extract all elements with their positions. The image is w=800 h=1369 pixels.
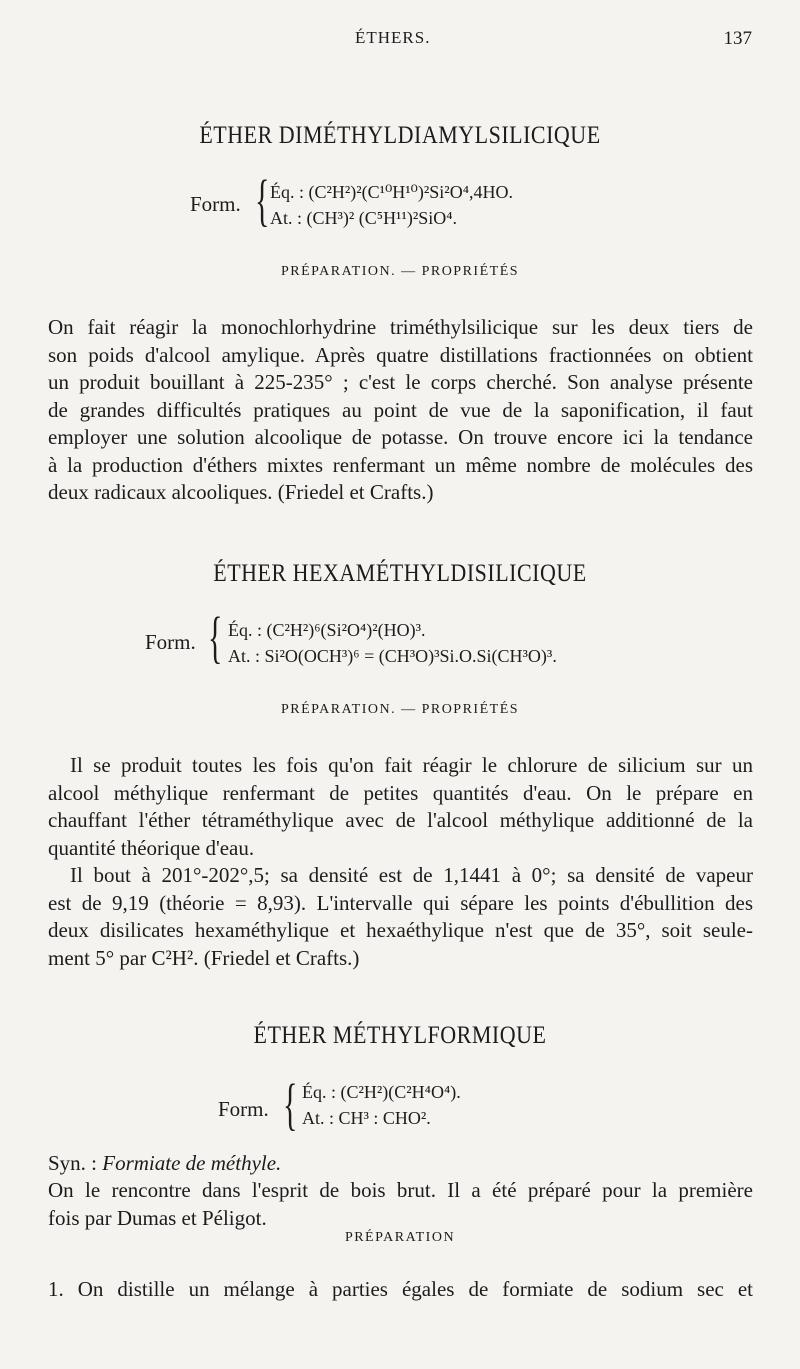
synonym [48,1150,753,1178]
running-title: ÉTHERS. [355,28,431,47]
synonym-line [48,1150,753,1178]
section-body [48,752,753,972]
body-line: 1. On distille un mélange à parties égales de formiate de sodium sec et [48,1277,753,1301]
body-line: de grandes difficultés pratiques au point de vue de la saponification, il faut [48,397,753,422]
body-line: quantité théorique d'eau. [48,835,255,860]
form-label: Form. [190,192,241,216]
formula-at: At. : Si²O(OCH³)⁶ = (CH³O)³Si.O.Si(CH³O)³. [228,646,557,666]
section-title: ÉTHER MÉTHYLFORMIQUE [253,1020,547,1049]
body-line: On fait réagir la monochlorhydrine triméthylsilicique sur les deux tiers de [48,315,753,339]
brace-icon: { [255,170,270,233]
body-line: alcool méthylique renfermant de petites quantités d'eau. On le prépare en [48,780,753,805]
synonym-label: Syn. : [48,1151,98,1175]
body-line: fois par Dumas et Péligot. [48,1205,267,1230]
body-line: deux disilicates hexaméthylique et hexaéthylique n'est que de 35°, soit seule- [48,918,753,942]
body-line: On le rencontre dans l'esprit de bois brut. Il a été préparé pour la première [48,1178,753,1202]
body-line: un produit bouillant à 225-235° ; c'est le corps cherché. Son analyse présente [48,370,753,394]
body-line: Il se produit toutes les fois qu'on fait réagir le chlorure de silicium sur un [70,753,753,777]
form-label: Form. [145,630,196,654]
body-line: Il bout à 201°-202°,5; sa densité est de 1,1441 à 0°; sa densité de vapeur [70,863,753,887]
body-line: son poids d'alcool amylique. Après quatre distillations fractionnées on obtient [48,342,753,367]
formula-eq: Éq. : (C²H²)⁶(Si²O⁴)²(HO)³. [228,620,426,640]
section-subhead: PRÉPARATION [344,1230,456,1245]
section-subhead: PRÉPARATION. — PROPRIÉTÉS [280,702,520,717]
formula-eq: Éq. : (C²H²)(C²H⁴O⁴). [302,1082,461,1102]
formula-at: At. : (CH³)² (C⁵H¹¹)²SiO⁴. [270,208,458,228]
section-body [48,314,753,507]
section-subhead: PRÉPARATION. — PROPRIÉTÉS [280,264,520,279]
formula-at: At. : CH³ : CHO². [302,1108,431,1128]
body-line: est de 9,19 (théorie = 8,93). L'intervalle qui sépare les points d'ébullition des [48,890,753,915]
running-head [0,28,800,52]
form-label: Form. [218,1097,269,1121]
body-line: employer une solution alcoolique de potasse. On trouve encore ici la tendance [48,425,753,449]
body-line: deux radicaux alcooliques. (Friedel et Crafts.) [48,480,434,504]
page-number: 137 [723,28,752,49]
formula-eq: Éq. : (C²H²)²(C¹⁰H¹⁰)²Si²O⁴,4HO. [270,182,513,202]
section-title: ÉTHER DIMÉTHYLDIAMYLSILICIQUE [199,120,601,149]
brace-icon: { [208,607,223,670]
brace-icon: { [283,1074,298,1137]
section-body [48,1177,753,1232]
body-line: ment 5° par C²H². (Friedel et Crafts.) [48,945,360,970]
body-line: chauffant l'éther tétraméthylique avec de l'alcool méthylique additionné de la [48,808,753,832]
synonym-value: Formiate de méthyle. [102,1151,282,1175]
body-line: à la production d'éthers mixtes renfermant un même nombre de molécules des [48,452,753,477]
numbered-item [48,1276,753,1304]
section-title: ÉTHER HEXAMÉTHYLDISILICIQUE [213,558,587,587]
